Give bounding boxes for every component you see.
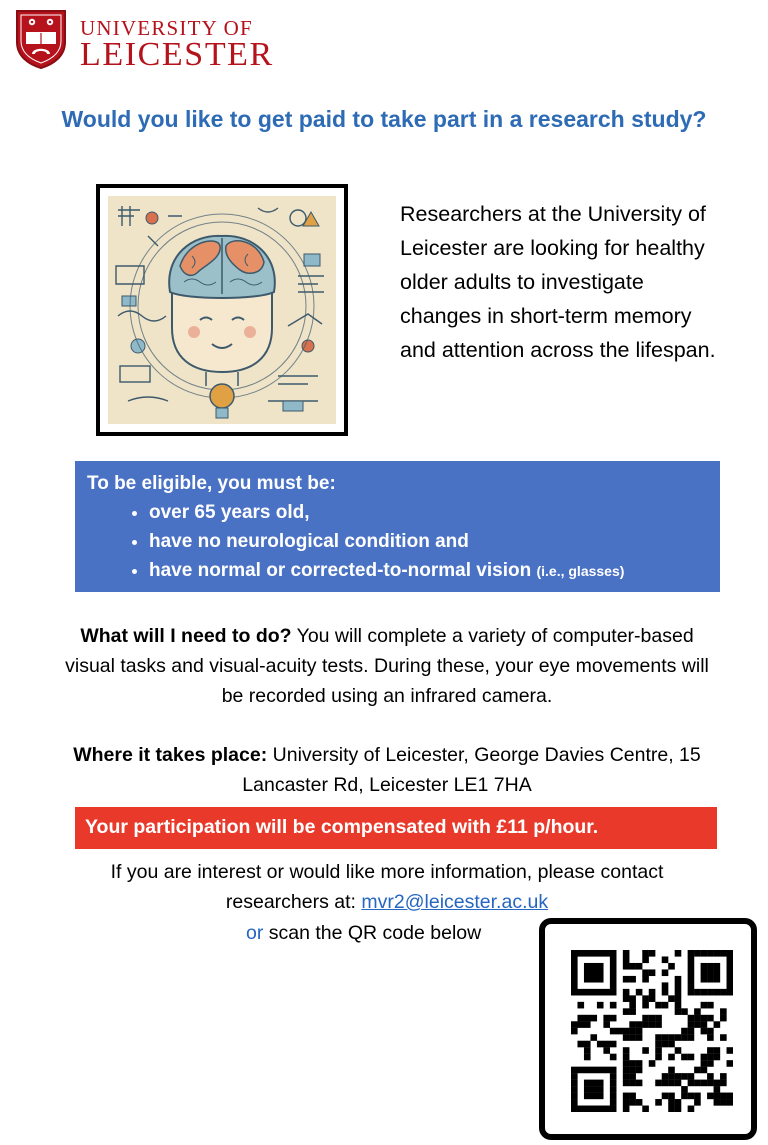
or-text: or	[246, 922, 264, 944]
intro-paragraph: Researchers at the University of Leicester are looking for healthy older adults to investigate changes in short-term memory and attention across the lifespan.	[400, 202, 716, 362]
email-link[interactable]: mvr2@leicester.ac.uk	[361, 891, 549, 913]
scan-instruction	[246, 918, 481, 948]
scan-text: scan the QR code below	[263, 922, 482, 944]
brain-doodle-icon	[108, 196, 336, 424]
location-text: University of Leicester, George Davies Centre, 15 Lancaster Rd, Leicester LE1 7HA	[242, 744, 701, 796]
logo-university-of: UNIVERSITY OF	[80, 16, 253, 40]
eligibility-title: To be eligible, you must be:	[87, 473, 336, 494]
what-to-do-label: What will I need to do?	[80, 625, 292, 647]
eligibility-item-vision: • have normal or corrected-to-normal vision (i.e., glasses)	[149, 556, 708, 586]
logo-leicester: LEICESTER	[80, 36, 274, 73]
location-paragraph	[60, 740, 714, 800]
eligibility-box	[75, 461, 720, 592]
headline: Would you like to get paid to take part in a research study?	[61, 106, 707, 132]
eligibility-note: (i.e., glasses)	[536, 563, 625, 579]
what-to-do-paragraph	[60, 621, 714, 711]
eligibility-item-neuro: • have no neurological condition and	[149, 527, 708, 556]
university-logo	[14, 8, 274, 73]
contact-text: If you are interest or would like more information, please contact researchers at:	[110, 861, 664, 913]
eligibility-list	[87, 498, 708, 586]
qr-code-icon	[571, 950, 733, 1112]
compensation-banner: Your participation will be compensated with £11 p/hour.	[75, 807, 717, 849]
location-label: Where it takes place:	[73, 744, 268, 766]
eligibility-item-age: • over 65 years old,	[149, 498, 708, 527]
shield-crest-icon	[14, 8, 68, 70]
qr-code[interactable]	[539, 918, 757, 1140]
contact-paragraph	[60, 857, 714, 917]
what-to-do-text: You will complete a variety of computer-based visual tasks and visual-acuity tests. During these, your eye movements will be recorded using an infrared camera.	[65, 625, 709, 707]
brain-illustration	[96, 184, 348, 436]
